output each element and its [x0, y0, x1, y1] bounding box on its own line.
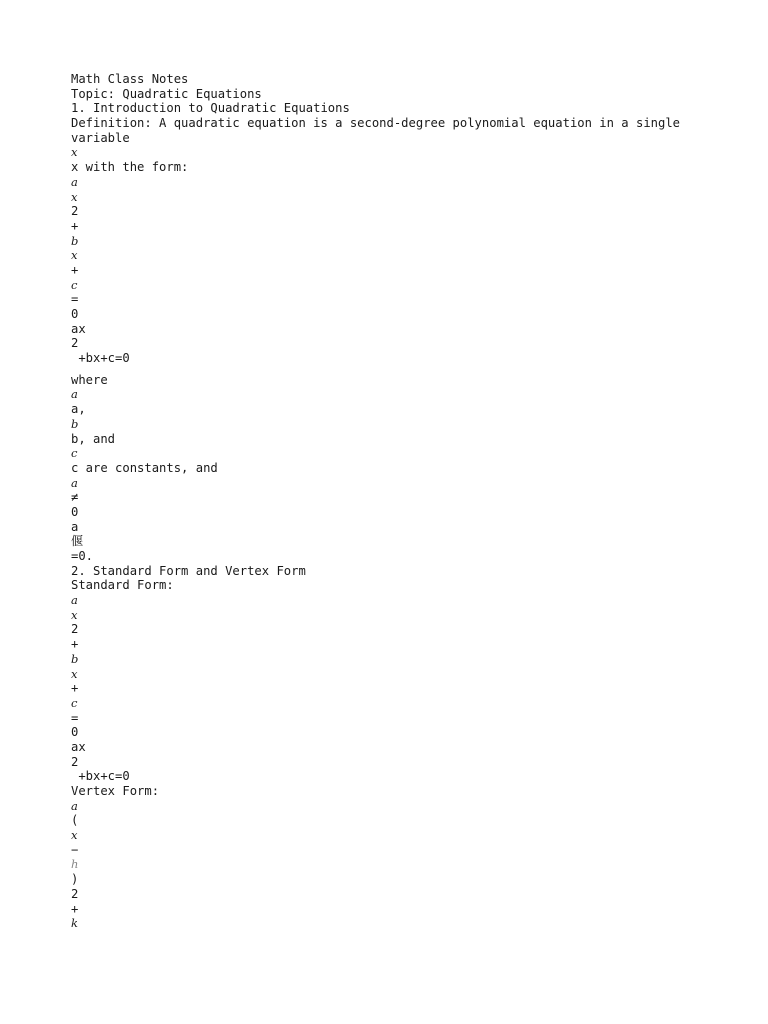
- text-line: a: [71, 387, 78, 402]
- text-line: c: [71, 695, 78, 710]
- text-line: 0: [71, 725, 79, 740]
- text-line: x with the form:: [71, 160, 189, 175]
- text-line: 2: [71, 754, 79, 769]
- text-line: 偃: [71, 534, 84, 549]
- text-line: 2: [71, 622, 79, 637]
- text-line: Standard Form:: [71, 578, 174, 593]
- text-line: (: [71, 813, 79, 828]
- text-line: 2. Standard Form and Vertex Form: [71, 563, 306, 578]
- text-line: ≠: [71, 490, 79, 505]
- text-line: 2: [71, 886, 79, 901]
- definition-line-cont: variable: [71, 130, 130, 145]
- text-line: a: [71, 475, 78, 490]
- text-line: −: [71, 842, 79, 857]
- text-line: +: [71, 681, 79, 696]
- text-line: b, and: [71, 431, 116, 446]
- text-line: =: [71, 710, 79, 725]
- text-line: x: [71, 666, 78, 681]
- text-line: h: [71, 857, 79, 872]
- text-line: 2: [71, 336, 79, 351]
- text-line: b: [71, 651, 79, 666]
- text-line: a: [71, 174, 78, 189]
- text-line: 2: [71, 204, 79, 219]
- text-line: x: [71, 248, 78, 263]
- text-line: ax: [71, 739, 86, 754]
- text-line: x: [71, 189, 78, 204]
- text-line: 0: [71, 307, 79, 321]
- text-line: x: [71, 607, 78, 622]
- text-line: +: [71, 262, 79, 277]
- text-line: a: [71, 593, 78, 608]
- document-page: [71, 72, 751, 931]
- document-title: Math Class Notes: [71, 72, 189, 86]
- text-line: +: [71, 901, 79, 916]
- text-line: a,: [71, 402, 86, 417]
- text-line: +: [71, 218, 79, 233]
- definition-line: Definition: A quadratic equation is a second-degree polynomial equation in a single: [71, 116, 681, 131]
- text-line: b: [71, 416, 79, 431]
- text-line: +bx+c=0: [71, 351, 130, 366]
- text-line: c: [71, 446, 78, 461]
- text-line: 0: [71, 504, 79, 519]
- text-line: c are constants, and: [71, 460, 218, 475]
- text-line: =0.: [71, 549, 94, 563]
- text-line: k: [71, 916, 78, 931]
- notes-body: [71, 145, 751, 930]
- text-line: c: [71, 277, 78, 292]
- text-line: b: [71, 233, 79, 248]
- text-line: x: [71, 145, 78, 160]
- text-line: a: [71, 519, 79, 534]
- text-line: x: [71, 828, 78, 843]
- text-line: ax: [71, 321, 86, 336]
- text-line: =: [71, 292, 79, 307]
- topic-line: Topic: Quadratic Equations: [71, 86, 262, 101]
- text-line: where: [71, 372, 108, 387]
- text-line: ): [71, 872, 79, 887]
- text-line: a: [71, 798, 78, 813]
- text-line: Vertex Form:: [71, 784, 160, 798]
- text-line: +: [71, 637, 79, 652]
- text-line: +bx+c=0: [71, 769, 130, 784]
- section-heading-intro: 1. Introduction to Quadratic Equations: [71, 101, 350, 116]
